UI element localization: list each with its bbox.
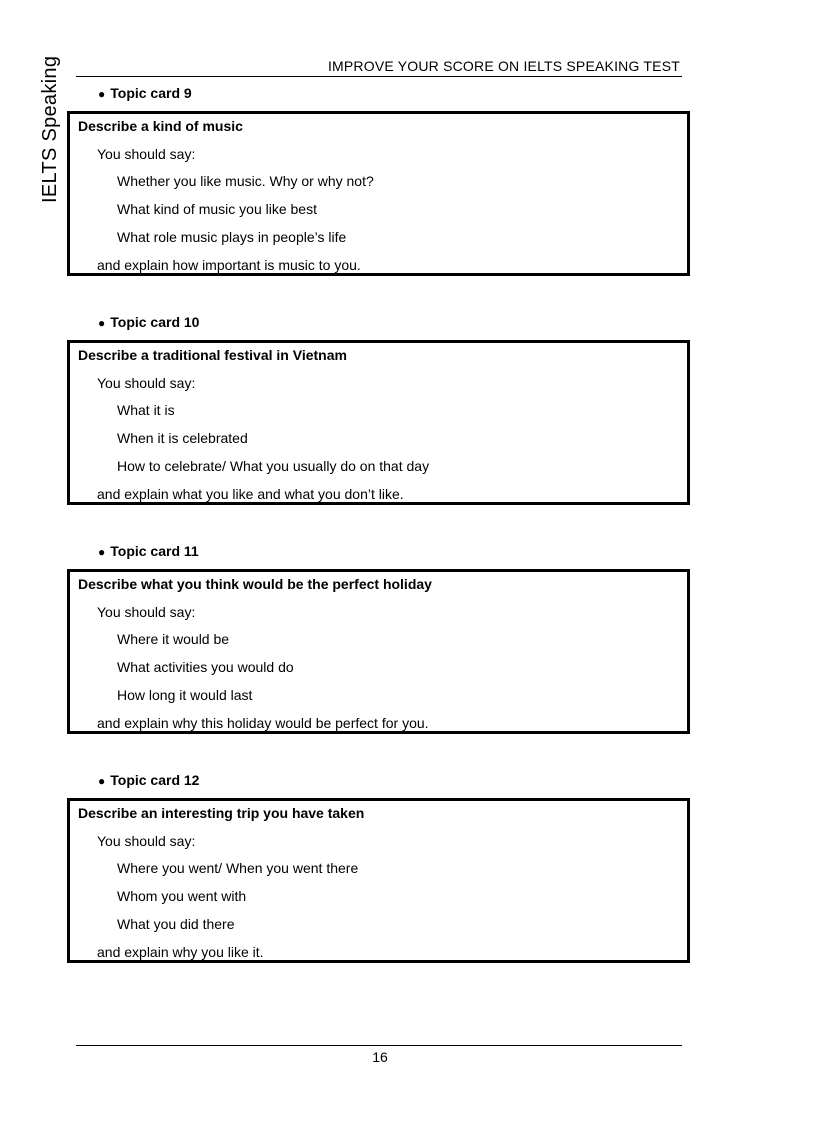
card-title: Describe what you think would be the perfect holiday xyxy=(78,576,432,592)
card-should-say: You should say: xyxy=(97,375,196,391)
topic-card-heading-label: Topic card 9 xyxy=(110,85,192,101)
topic-card-box xyxy=(67,798,690,963)
card-point: How long it would last xyxy=(117,687,253,703)
card-point: What you did there xyxy=(117,916,235,932)
topic-card-heading-label: Topic card 11 xyxy=(110,543,199,559)
card-title: Describe an interesting trip you have taken xyxy=(78,805,365,821)
card-explain: and explain why you like it. xyxy=(97,944,264,960)
card-title: Describe a traditional festival in Vietnam xyxy=(78,347,347,363)
bullet-icon: ● xyxy=(98,316,106,330)
card-title: Describe a kind of music xyxy=(78,118,243,134)
footer-divider xyxy=(76,1045,682,1046)
topic-card-heading xyxy=(98,85,192,101)
card-explain: and explain how important is music to you. xyxy=(97,257,361,273)
card-point: How to celebrate/ What you usually do on that day xyxy=(117,458,430,474)
topic-card-heading xyxy=(98,772,199,788)
card-point: When it is celebrated xyxy=(117,430,248,446)
card-explain: and explain what you like and what you don’t like. xyxy=(97,486,404,502)
side-label: IELTS Speaking xyxy=(39,55,61,203)
topic-card-heading-label: Topic card 10 xyxy=(110,314,200,330)
bullet-icon: ● xyxy=(98,774,106,788)
topic-card-heading-label: Topic card 12 xyxy=(110,772,200,788)
card-point: Whom you went with xyxy=(117,888,247,904)
card-point: What activities you would do xyxy=(117,659,294,675)
card-point: Where you went/ When you went there xyxy=(117,860,359,876)
card-point: What role music plays in people’s life xyxy=(117,229,347,245)
card-should-say: You should say: xyxy=(97,833,196,849)
card-point: What kind of music you like best xyxy=(117,201,317,217)
bullet-icon: ● xyxy=(98,545,106,559)
page-number: 16 xyxy=(372,1049,388,1065)
card-should-say: You should say: xyxy=(97,604,196,620)
header-divider xyxy=(76,76,682,77)
card-point: Where it would be xyxy=(117,631,230,647)
topic-card-box xyxy=(67,340,690,505)
card-should-say: You should say: xyxy=(97,146,196,162)
topic-card-box xyxy=(67,569,690,734)
card-point: What it is xyxy=(117,402,175,418)
topic-card-heading xyxy=(98,314,199,330)
topic-card-heading xyxy=(98,543,199,559)
topic-card-box xyxy=(67,111,690,276)
bullet-icon: ● xyxy=(98,87,106,101)
card-explain: and explain why this holiday would be perfect for you. xyxy=(97,715,429,731)
card-point: Whether you like music. Why or why not? xyxy=(117,173,374,189)
page-header-title: IMPROVE YOUR SCORE ON IELTS SPEAKING TEST xyxy=(327,58,680,74)
